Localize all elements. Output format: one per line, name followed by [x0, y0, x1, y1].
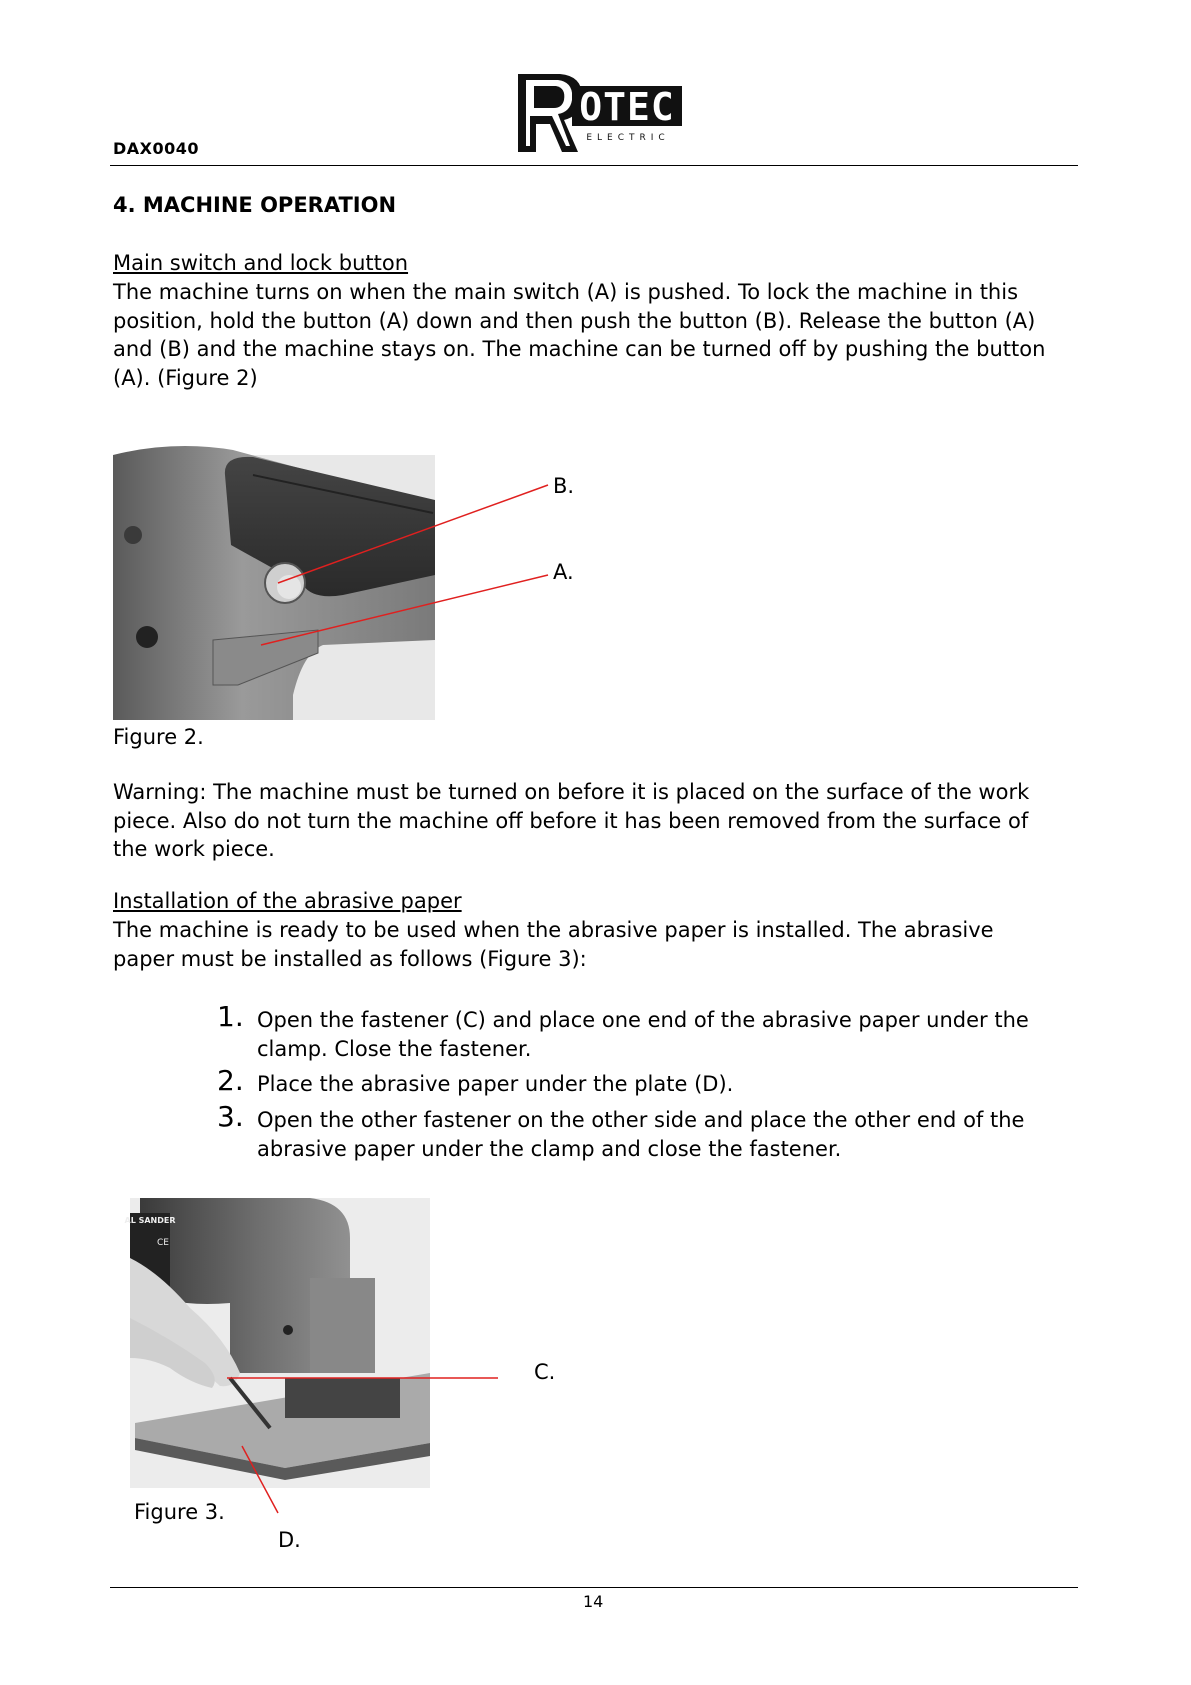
figure-3-label-d: D. — [278, 1528, 301, 1552]
page-number: 14 — [583, 1592, 604, 1611]
figure-3-label-c: C. — [534, 1360, 556, 1384]
warning-paragraph — [113, 778, 1093, 864]
abrasive-paragraph — [113, 916, 1093, 973]
paragraph-line: paper must be installed as follows (Figure 3): — [113, 946, 587, 971]
figure-3 — [124, 1198, 560, 1548]
footer-rule — [110, 1587, 1078, 1588]
step-number: 1. — [217, 1000, 244, 1033]
logo-wordmark: OTEC — [579, 85, 675, 129]
warning-line: the work piece. — [113, 837, 275, 861]
warning-line: piece. Also do not turn the machine off before it has been removed from the surface of — [113, 808, 1029, 833]
paragraph-line: (A). (Figure 2) — [113, 365, 258, 390]
figure-3-caption: Figure 3. — [134, 1500, 225, 1524]
document-code: DAX0040 — [113, 139, 200, 158]
rotec-logo — [512, 68, 684, 158]
paragraph-line: The machine is ready to be used when the abrasive paper is installed. The abrasive — [113, 918, 994, 942]
device-label-text: AL SANDER — [124, 1216, 176, 1225]
figure-2-label-b: B. — [553, 474, 575, 498]
header-rule — [110, 165, 1078, 166]
section-title: 4. MACHINE OPERATION — [113, 193, 397, 217]
main-switch-heading: Main switch and lock button — [113, 251, 409, 275]
step-number: 2. — [217, 1064, 244, 1097]
step-text: Place the abrasive paper under the plate (D). — [257, 1072, 734, 1096]
logo-subtext: ELECTRIC — [586, 133, 670, 143]
figure-2-label-a: A. — [553, 560, 574, 584]
figure-2-caption: Figure 2. — [113, 725, 204, 749]
paragraph-line: and (B) and the machine stays on. The machine can be turned off by pushing the button — [113, 337, 1046, 361]
paragraph-line: The machine turns on when the main switch (A) is pushed. To lock the machine in this — [113, 280, 1019, 304]
step-number: 3. — [217, 1100, 244, 1133]
warning-line: Warning: The machine must be turned on before it is placed on the surface of the work — [113, 780, 1030, 804]
step-text: Open the fastener (C) and place one end of the abrasive paper under the clamp. Close the fastener. — [257, 1008, 1029, 1061]
step-text: Open the other fastener on the other side and place the other end of the abrasive paper under the clamp and close the fastener. — [257, 1108, 1025, 1161]
figure-2 — [113, 395, 593, 725]
main-switch-paragraph — [113, 278, 1093, 392]
paragraph-line: position, hold the button (A) down and then push the button (B). Release the button (A) — [113, 308, 1036, 333]
device-mark-text: CE — [157, 1238, 169, 1248]
abrasive-heading: Installation of the abrasive paper — [113, 889, 462, 913]
